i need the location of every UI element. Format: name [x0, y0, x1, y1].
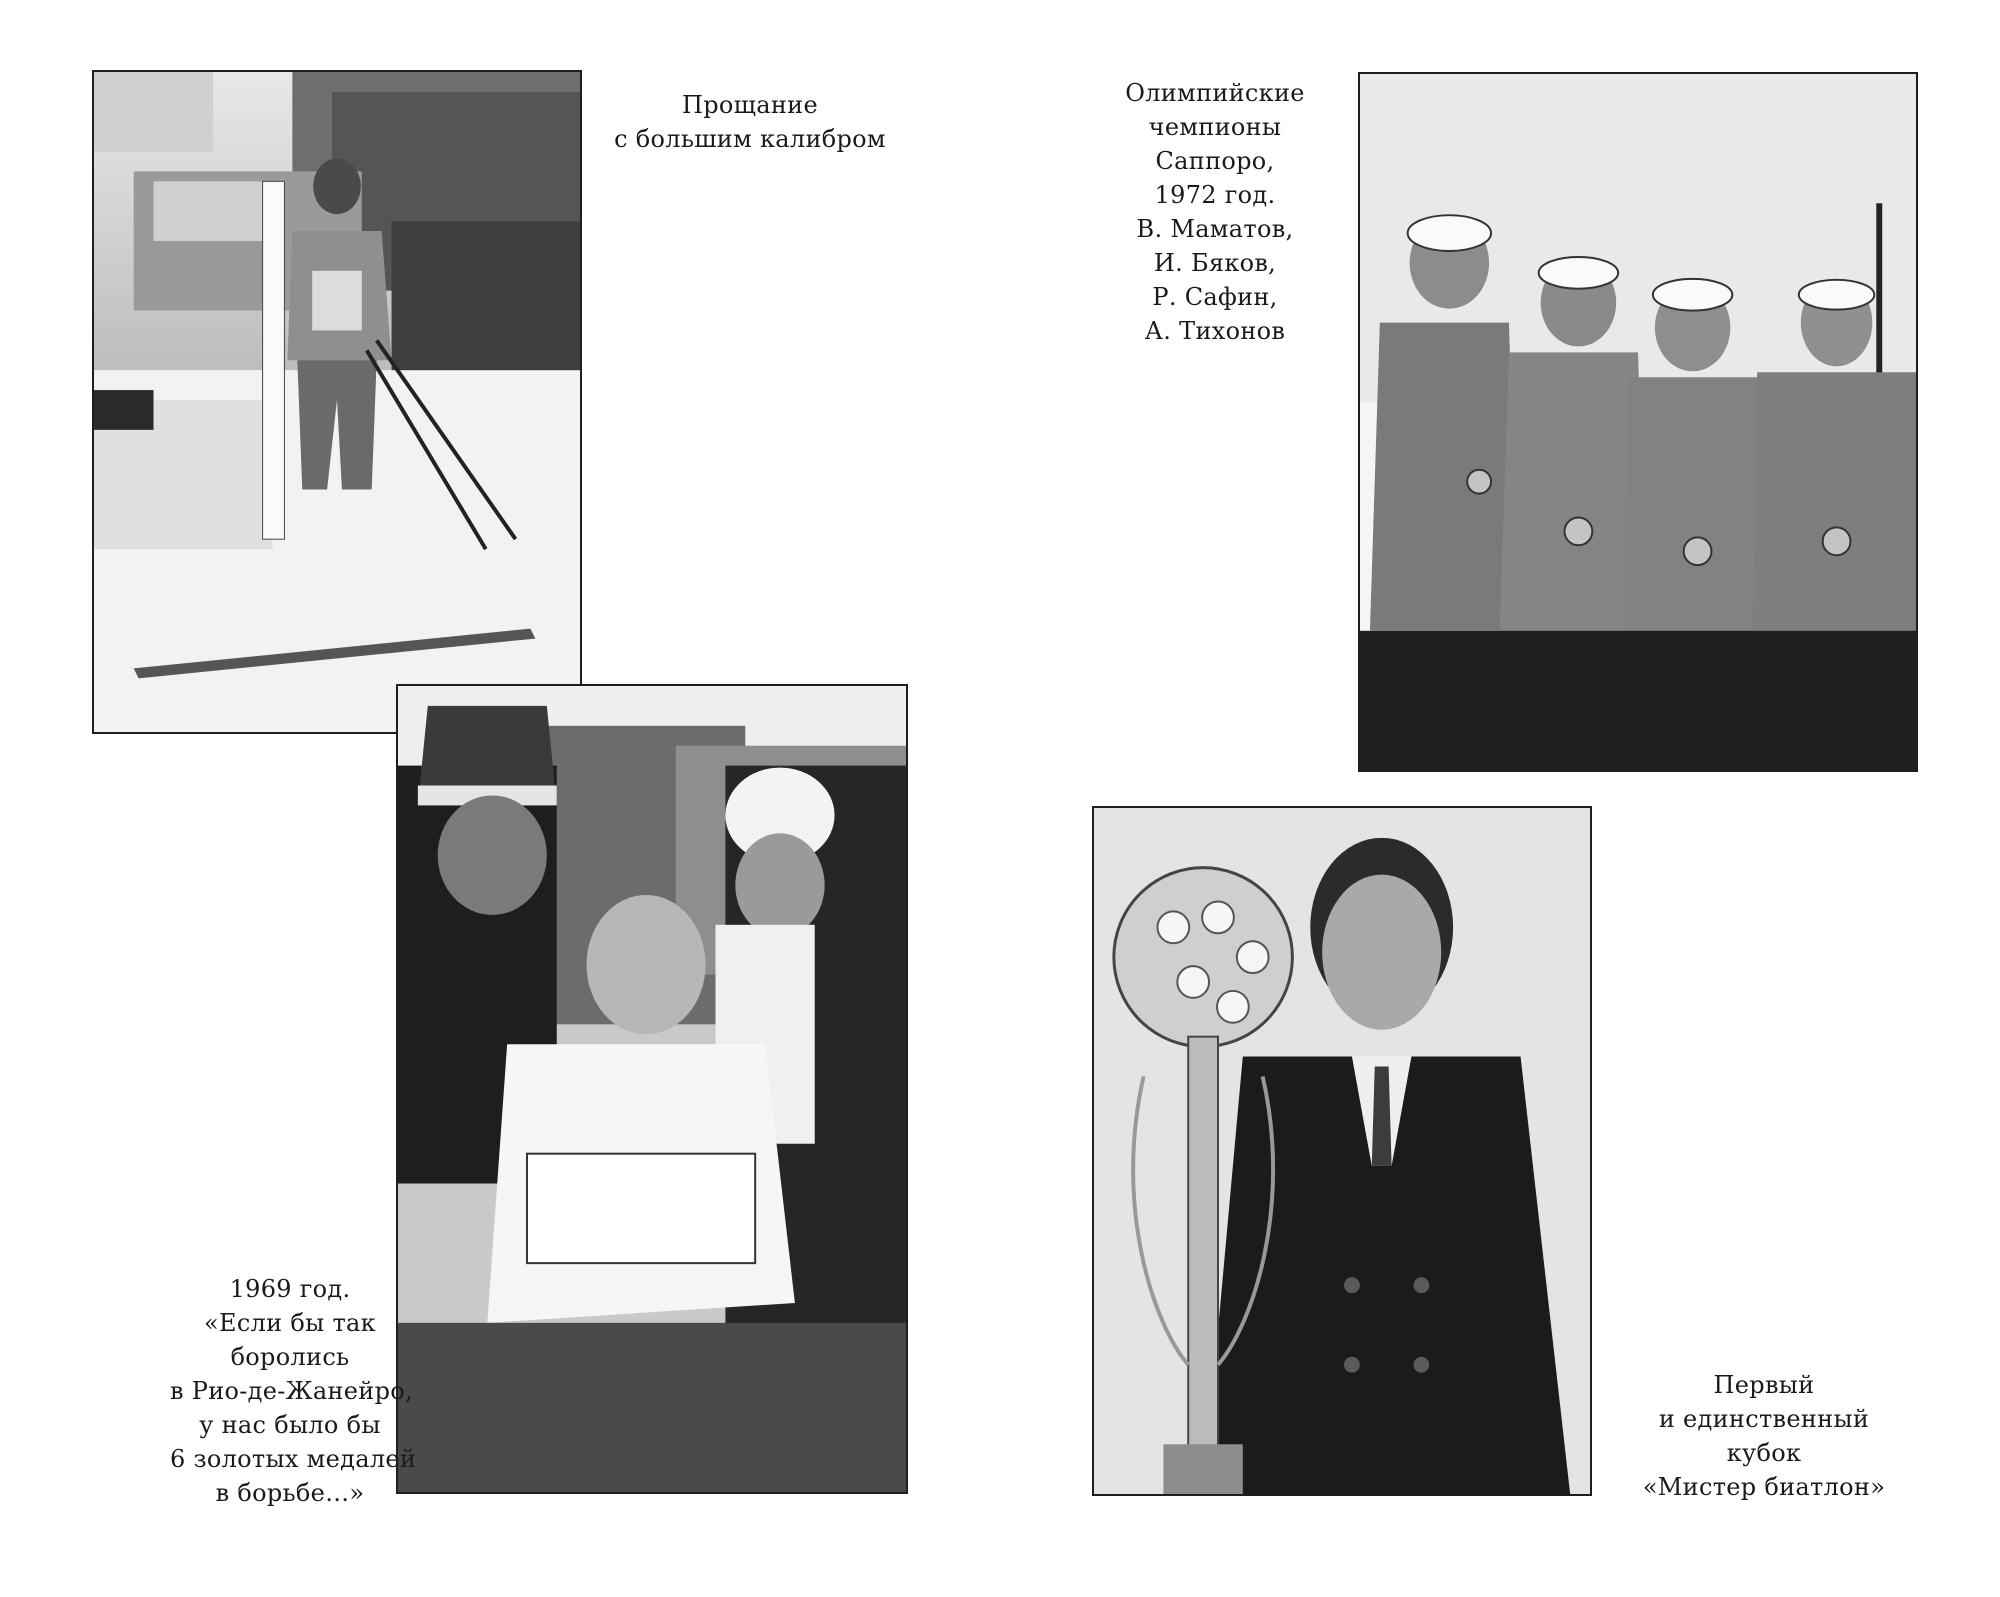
- caption-line: 1969 год.: [229, 1275, 351, 1303]
- photo-trophy-image: [1094, 808, 1590, 1494]
- caption-line: 1972 год.: [1154, 181, 1276, 209]
- caption-line: А. Тихонов: [1144, 317, 1286, 345]
- caption-mister-biathlon: [1614, 1368, 1914, 1504]
- photo-1969-athlete: [396, 684, 908, 1494]
- caption-line: в Рио-де-Жанейро,: [170, 1377, 413, 1405]
- caption-line: у нас было бы: [199, 1411, 381, 1439]
- caption-farewell: [600, 88, 900, 156]
- caption-line: 6 золотых медалей: [170, 1445, 417, 1473]
- caption-line: «Мистер биатлон»: [1642, 1473, 1886, 1501]
- caption-olympic-champions: [1090, 76, 1340, 348]
- photo-1969-image: [398, 686, 906, 1492]
- caption-line: Р. Сафин,: [1152, 283, 1278, 311]
- caption-line: Олимпийские: [1125, 79, 1305, 107]
- caption-line: И. Бяков,: [1153, 249, 1277, 277]
- caption-line: в борьбе…»: [215, 1479, 365, 1507]
- caption-line: Первый: [1713, 1371, 1815, 1399]
- photo-mister-biathlon-trophy: [1092, 806, 1592, 1496]
- photo-farewell-image: [94, 72, 580, 732]
- caption-line: Прощание: [682, 91, 818, 119]
- photo-olympic-champions: [1358, 72, 1918, 772]
- caption-line: Саппоро,: [1155, 147, 1275, 175]
- caption-1969: [170, 1272, 417, 1510]
- photo-olympic-image: [1360, 74, 1916, 770]
- photo-farewell-skier: [92, 70, 582, 734]
- caption-line: с большим калибром: [614, 125, 886, 153]
- caption-line: боролись: [230, 1343, 350, 1371]
- caption-line: «Если бы так: [204, 1309, 376, 1337]
- caption-line: и единственный: [1658, 1405, 1870, 1433]
- caption-line: кубок: [1726, 1439, 1802, 1467]
- caption-line: В. Маматов,: [1136, 215, 1294, 243]
- caption-line: чемпионы: [1148, 113, 1282, 141]
